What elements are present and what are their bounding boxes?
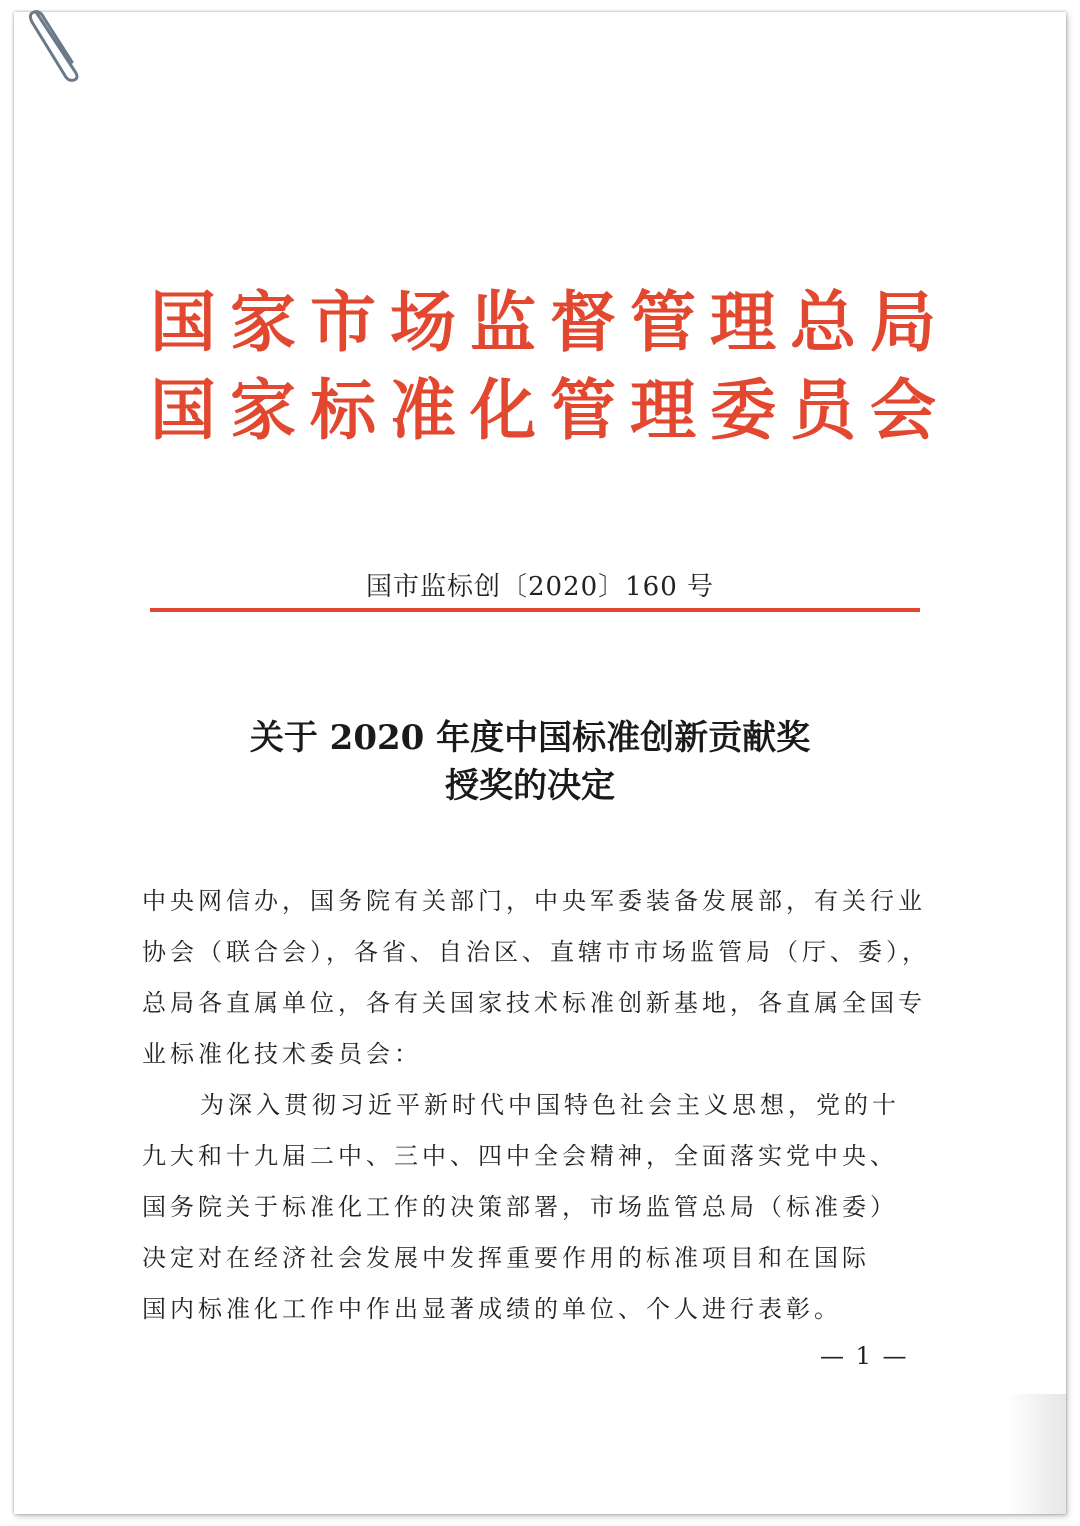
addressee-block (142, 876, 930, 1335)
addressee-line: 中央网信办，国务院有关部门，中央军委装备发展部，有关行业 (142, 887, 926, 915)
issuer-name-1: 国家市场监督管理总局 (150, 283, 950, 361)
addressee-line: 业标准化技术委员会： (142, 1040, 422, 1068)
paperclip-icon (22, 4, 92, 84)
body-line: 为深入贯彻习近平新时代中国特色社会主义思想，党的十 (200, 1091, 900, 1119)
page-curl-shadow (1006, 1394, 1066, 1514)
addressee-line: 协会（联合会），各省、自治区、直辖市市场监管局（厅、委）， (142, 938, 930, 966)
body-line: 国内标准化工作中作出显著成绩的单位、个人进行表彰。 (142, 1295, 842, 1323)
issuer-name-2: 国家标准化管理委员会 (150, 371, 950, 449)
document-title-line-2: 授奖的决定 (445, 766, 615, 806)
body-line: 九大和十九届二中、三中、四中全会精神，全面落实党中央、 (142, 1142, 898, 1170)
addressee-line: 总局各直属单位，各有关国家技术标准创新基地，各直属全国专 (142, 989, 926, 1017)
red-divider (150, 608, 920, 612)
document-title-line-1: 关于 2020 年度中国标准创新贡献奖 (249, 718, 811, 758)
body-line: 国务院关于标准化工作的决策部署，市场监管总局（标准委） (142, 1193, 898, 1221)
page-number: — 1 — (820, 1342, 909, 1370)
body-line: 决定对在经济社会发展中发挥重要作用的标准项目和在国际 (142, 1244, 870, 1272)
document-number: 国市监标创〔2020〕160 号 (365, 572, 715, 602)
